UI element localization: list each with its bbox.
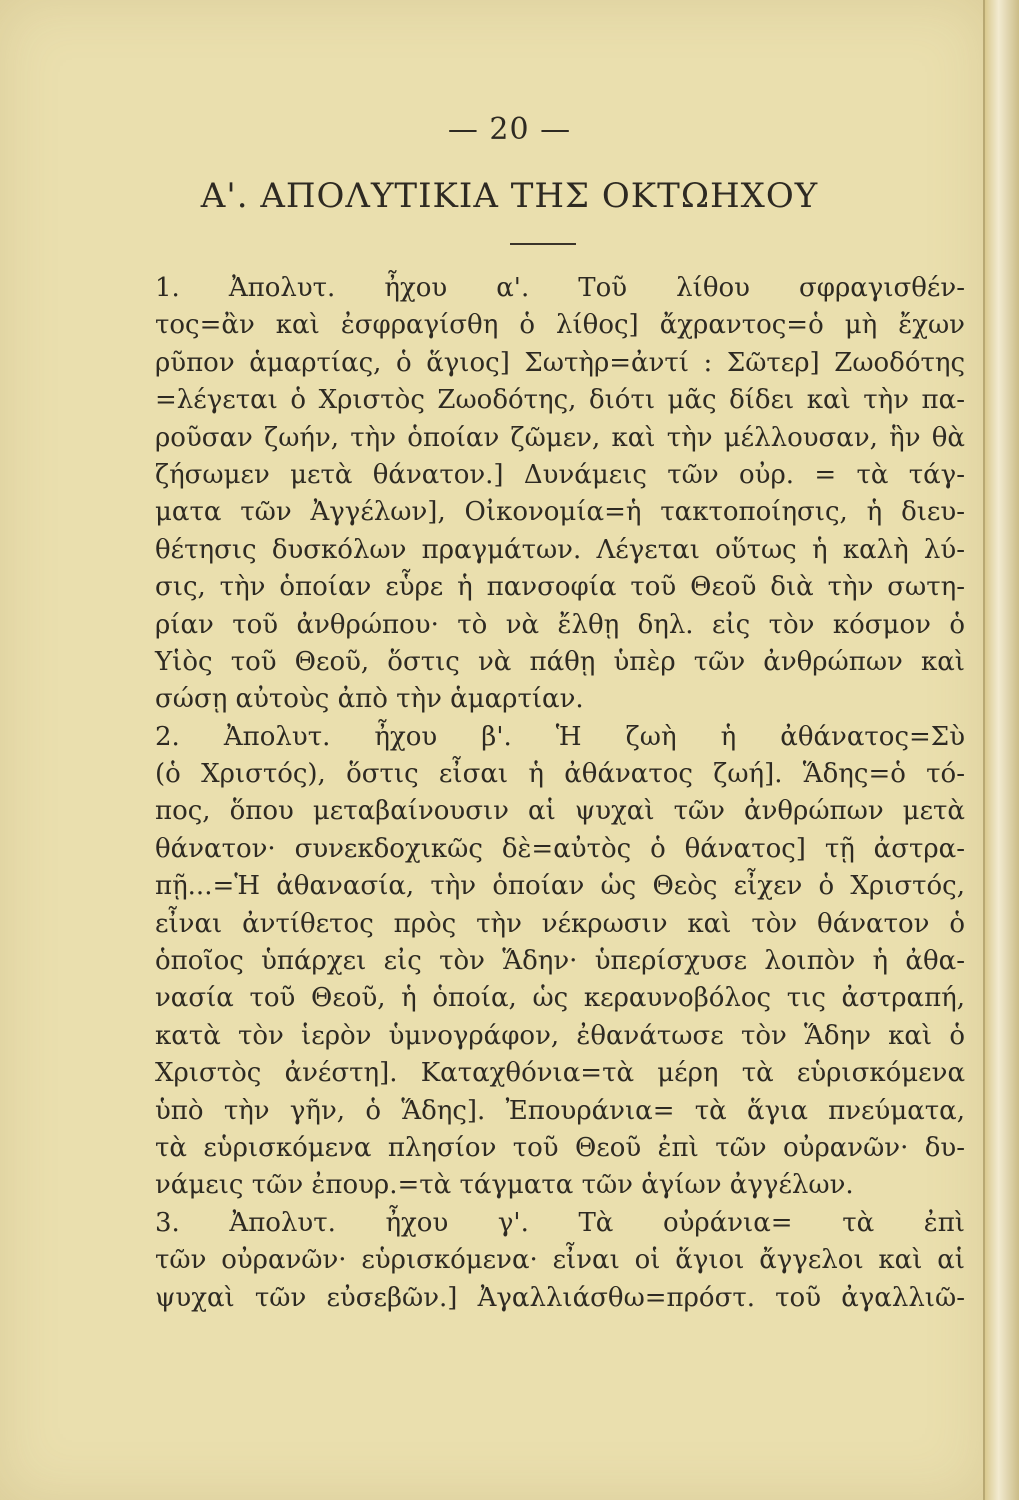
page-number: — 20 — xyxy=(447,112,572,147)
body-text xyxy=(155,270,965,1317)
text-line: θέτησις δυσκόλων πραγμάτων. Λέγεται οὕτως ἡ καλὴ λύ- xyxy=(155,534,965,565)
text-line: 2. Ἀπολυτ. ἦχου β'. Ἡ ζωὴ ἡ ἀθάνατος=Σὺ xyxy=(155,721,965,752)
text-line: ζήσωμεν μετὰ θάνατον.] Δυνάμεις τῶν οὐρ. = τὰ τάγ- xyxy=(155,459,965,490)
text-line: τὰ εὑρισκόμενα πλησίον τοῦ Θεοῦ ἐπὶ τῶν οὐρανῶν· δυ- xyxy=(155,1132,965,1163)
page-edge xyxy=(983,0,1019,1500)
text-line: νασία τοῦ Θεοῦ, ἡ ὁποία, ὡς κεραυνοβόλος τις ἀστραπή, xyxy=(155,983,965,1014)
text-line: Υἱὸς τοῦ Θεοῦ, ὅστις νὰ πάθῃ ὑπὲρ τῶν ἀνθρώπων καὶ xyxy=(155,646,965,677)
text-line: κατὰ τὸν ἱερὸν ὑμνογράφον, ἐθανάτωσε τὸν Ἅδην καὶ ὁ xyxy=(155,1020,965,1051)
text-line: σις, τὴν ὁποίαν εὗρε ἡ πανσοφία τοῦ Θεοῦ διὰ τὴν σωτη- xyxy=(155,572,965,603)
text-line: ὁποῖος ὑπάρχει εἰς τὸν Ἅδην· ὑπερίσχυσε λοιπὸν ἡ ἀθα- xyxy=(155,946,965,977)
text-line: σώσῃ αὐτοὺς ἀπὸ τὴν ἁμαρτίαν. xyxy=(155,684,584,715)
text-line: τος=ἂν καὶ ἐσφραγίσθη ὁ λίθος] ἄχραντος=ὁ μὴ ἔχων xyxy=(155,310,965,341)
text-line: =λέγεται ὁ Χριστὸς Ζωοδότης, διότι μᾶς δίδει καὶ τὴν πα- xyxy=(155,385,965,416)
section-heading: Α'. ΑΠΟΛΥΤΙΚΙΑ ΤΗΣ ΟΚΤΩΗΧΟΥ xyxy=(200,176,819,216)
text-line: νάμεις τῶν ἐπουρ.=τὰ τάγματα τῶν ἁγίων ἀγγέλων. xyxy=(155,1170,854,1201)
text-line: ροῦσαν ζωήν, τὴν ὁποίαν ζῶμεν, καὶ τὴν μέλλουσαν, ἣν θὰ xyxy=(155,422,965,453)
text-line: 3. Ἀπολυτ. ἦχου γ'. Τὰ οὐράνια= τὰ ἐπὶ xyxy=(155,1207,965,1238)
text-line: ψυχαὶ τῶν εὐσεβῶν.] Ἀγαλλιάσθω=πρόστ. τοῦ ἀγαλλιῶ- xyxy=(155,1282,965,1313)
text-line: τῶν οὐρανῶν· εὑρισκόμενα· εἶναι οἱ ἅγιοι ἄγγελοι καὶ αἱ xyxy=(155,1245,965,1276)
text-line: (ὁ Χριστός), ὅστις εἶσαι ἡ ἀθάνατος ζωή]. Ἅδης=ὁ τό- xyxy=(155,759,965,790)
text-line: 1. Ἀπολυτ. ἦχου α'. Τοῦ λίθου σφραγισθέν- xyxy=(155,273,965,303)
text-line: θάνατον· συνεκδοχικῶς δὲ=αὐτὸς ὁ θάνατος] τῇ ἀστρα- xyxy=(155,833,965,864)
heading-divider xyxy=(510,243,576,245)
text-line: ματα τῶν Ἀγγέλων], Οἰκονομία=ἡ τακτοποίησις, ἡ διευ- xyxy=(155,497,965,528)
text-line: ρίαν τοῦ ἀνθρώπου· τὸ νὰ ἔλθῃ δηλ. εἰς τὸν κόσμον ὁ xyxy=(155,609,965,640)
text-line: Χριστὸς ἀνέστη]. Καταχθόνια=τὰ μέρη τὰ εὑρισκόμενα xyxy=(155,1058,965,1089)
text-line: εἶναι ἀντίθετος πρὸς τὴν νέκρωσιν καὶ τὸν θάνατον ὁ xyxy=(155,908,965,939)
text-line: ὑπὸ τὴν γῆν, ὁ Ἅδης]. Ἐπουράνια= τὰ ἅγια πνεύματα, xyxy=(155,1095,965,1126)
text-line: πῇ...=Ἡ ἀθανασία, τὴν ὁποίαν ὡς Θεὸς εἶχεν ὁ Χριστός, xyxy=(155,871,965,902)
text-line: ρῦπον ἁμαρτίας, ὁ ἅγιος] Σωτὴρ=ἀντί : Σῶτερ] Ζωοδότης xyxy=(155,347,965,378)
text-line: πος, ὅπου μεταβαίνουσιν αἱ ψυχαὶ τῶν ἀνθρώπων μετὰ xyxy=(155,796,965,827)
